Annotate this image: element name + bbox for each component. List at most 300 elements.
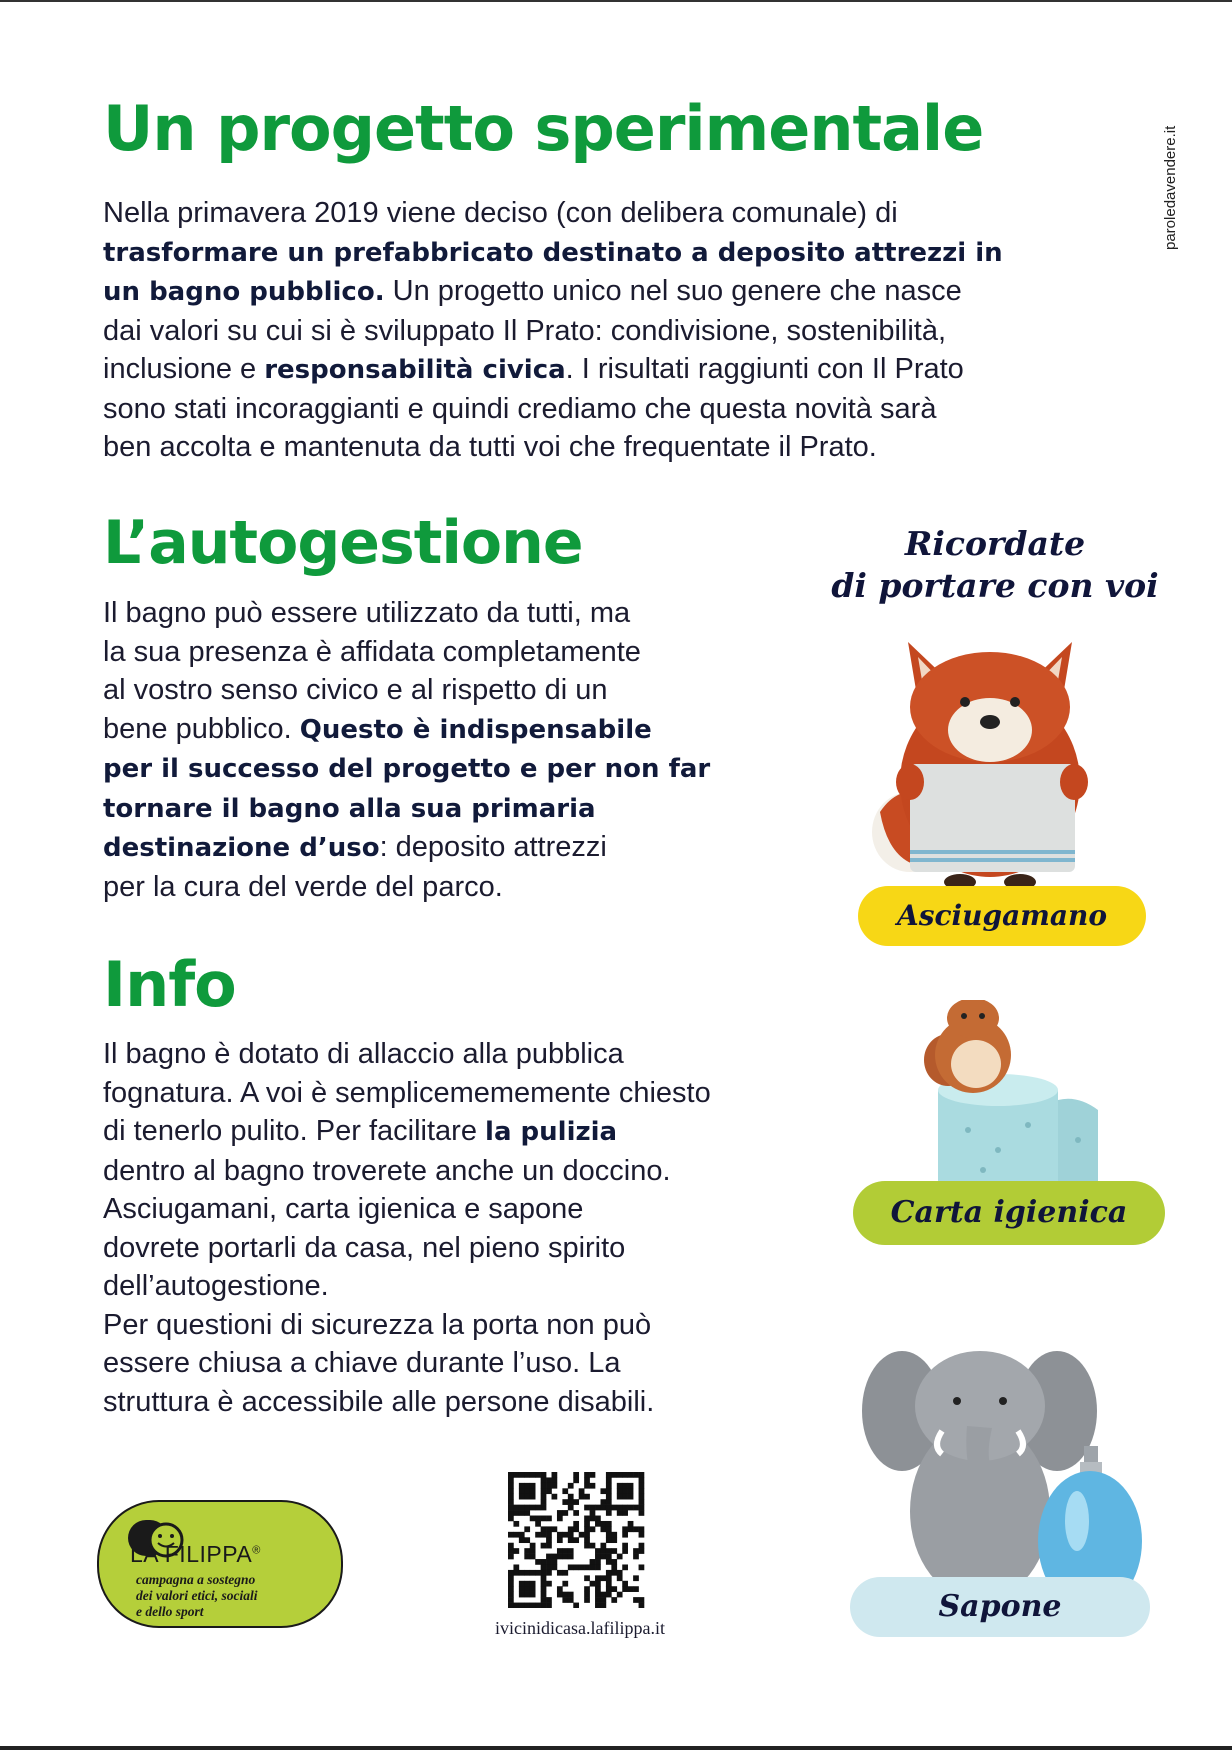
logo-name [130, 1541, 261, 1568]
qr-module [628, 1505, 634, 1511]
qr-module [535, 1472, 541, 1478]
qr-module [562, 1532, 568, 1538]
qr-module [508, 1543, 514, 1549]
qr-module [628, 1521, 634, 1527]
qr-module [508, 1592, 514, 1598]
qr-module [611, 1564, 617, 1570]
qr-module [557, 1554, 563, 1560]
qr-module [557, 1532, 563, 1538]
qr-module [606, 1499, 612, 1505]
qr-module [606, 1510, 612, 1516]
qr-module [584, 1592, 590, 1598]
qr-module [606, 1586, 612, 1592]
towel-stripe [910, 858, 1075, 862]
qr-module [530, 1488, 536, 1494]
qr-module [590, 1505, 596, 1511]
qr-module [535, 1570, 541, 1576]
qr-module [546, 1603, 552, 1608]
qr-module [552, 1477, 558, 1483]
qr-module [595, 1586, 601, 1592]
qr-module [606, 1537, 612, 1543]
intro-bold: responsabilità civica [264, 355, 566, 385]
qr-module [617, 1575, 623, 1581]
qr-module [530, 1543, 536, 1549]
qr-module [552, 1472, 558, 1478]
qr-module [590, 1564, 596, 1570]
qr-module [519, 1532, 525, 1538]
qr-module [508, 1505, 514, 1511]
qr-module [622, 1483, 628, 1489]
qr-module [530, 1494, 536, 1500]
qr-module [628, 1586, 634, 1592]
qr-module [562, 1592, 568, 1598]
autogestione-line: per la cura del verde del parco. [103, 870, 503, 903]
qr-module [562, 1597, 568, 1603]
qr-module [622, 1532, 628, 1538]
qr-module [595, 1603, 601, 1608]
qr-module [541, 1505, 547, 1511]
qr-module [600, 1548, 606, 1554]
intro-line: inclusione e [103, 353, 265, 385]
qr-module [530, 1586, 536, 1592]
qr-module [546, 1488, 552, 1494]
qr-module [513, 1564, 519, 1570]
qr-module [524, 1537, 530, 1543]
qr-module [617, 1592, 623, 1598]
qr-module [633, 1575, 639, 1581]
info-line: dovrete portarli da casa, nel pieno spirito [103, 1231, 626, 1264]
reminder-heading [820, 523, 1170, 607]
qr-module [519, 1537, 525, 1543]
qr-module [639, 1488, 645, 1494]
qr-module [584, 1537, 590, 1543]
qr-module [568, 1548, 574, 1554]
qr-module [513, 1570, 519, 1576]
autogestione-line: bene pubblico. [103, 712, 300, 745]
qr-module [557, 1548, 563, 1554]
qr-module [628, 1526, 634, 1532]
qr-module [535, 1521, 541, 1527]
qr-module [524, 1554, 530, 1560]
qr-module [639, 1548, 645, 1554]
logo-eye [170, 1534, 174, 1538]
qr-module [508, 1603, 514, 1608]
qr-module [573, 1499, 579, 1505]
side-url: paroledavendere.it [1162, 125, 1179, 250]
qr-module [524, 1472, 530, 1478]
qr-module [513, 1603, 519, 1608]
qr-module [584, 1483, 590, 1489]
reminder-line: Ricordate [904, 524, 1086, 563]
qr-module [541, 1499, 547, 1505]
qr-module [568, 1597, 574, 1603]
elephant-eye [999, 1397, 1007, 1405]
qr-module [562, 1499, 568, 1505]
qr-module [606, 1521, 612, 1527]
qr-module [508, 1483, 514, 1489]
qr-module [508, 1516, 514, 1522]
qr-module [530, 1516, 536, 1522]
intro-bold: un bagno pubblico. [103, 277, 385, 307]
qr-module [541, 1603, 547, 1608]
logo-tagline-line: campagna a sostegno [136, 1572, 256, 1587]
qr-module [639, 1472, 645, 1478]
qr-module [568, 1554, 574, 1560]
qr-module [639, 1532, 645, 1538]
qr-module [546, 1537, 552, 1543]
qr-module [562, 1510, 568, 1516]
qr-module [552, 1559, 558, 1565]
qr-module [546, 1581, 552, 1587]
qr-module [519, 1510, 525, 1516]
qr-module [639, 1494, 645, 1500]
autogestione-title: L’autogestione [103, 508, 583, 578]
qr-module [546, 1597, 552, 1603]
qr-module [513, 1510, 519, 1516]
qr-module [611, 1532, 617, 1538]
qr-module [590, 1483, 596, 1489]
logo-name-text: LA FILIPPA [130, 1541, 253, 1567]
qr-module [600, 1554, 606, 1560]
info-line: essere chiusa a chiave durante l’uso. La [103, 1347, 621, 1379]
qr-module [622, 1488, 628, 1494]
qr-module [562, 1488, 568, 1494]
intro-title: Un progetto sperimentale [103, 92, 984, 165]
qr-module [600, 1488, 606, 1494]
qr-module [508, 1548, 514, 1554]
qr-module [584, 1586, 590, 1592]
qr-module [508, 1581, 514, 1587]
qr-module [584, 1516, 590, 1522]
qr-module [639, 1505, 645, 1511]
qr-module [524, 1592, 530, 1598]
qr-module [579, 1532, 585, 1538]
qr-module [633, 1526, 639, 1532]
qr-module [546, 1559, 552, 1565]
info-line: fognatura. A voi è semplicemememente chiesto [103, 1076, 711, 1109]
qr-module [590, 1472, 596, 1478]
qr-module [568, 1537, 574, 1543]
item-towel-label: Asciugamano [858, 886, 1146, 946]
qr-module [590, 1516, 596, 1522]
qr-module [519, 1483, 525, 1489]
qr-module [541, 1586, 547, 1592]
qr-module [546, 1483, 552, 1489]
qr-module [622, 1472, 628, 1478]
qr-module [524, 1586, 530, 1592]
qr-module [611, 1505, 617, 1511]
qr-module [519, 1603, 525, 1608]
paper-dot [965, 1127, 971, 1133]
fox-eye [1010, 697, 1020, 707]
qr-module [606, 1477, 612, 1483]
qr-module [546, 1526, 552, 1532]
item-soap-label: Sapone [850, 1577, 1150, 1637]
hamster-eye [961, 1013, 967, 1019]
fox-nose [980, 715, 1000, 729]
intro-line: Un progetto unico nel suo genere che nasce [384, 275, 962, 307]
qr-module [530, 1581, 536, 1587]
qr-module [546, 1477, 552, 1483]
qr-module [600, 1592, 606, 1598]
qr-module [628, 1472, 634, 1478]
qr-module [552, 1494, 558, 1500]
paper-dot [995, 1147, 1001, 1153]
qr-module [552, 1554, 558, 1560]
qr-module [524, 1510, 530, 1516]
qr-module [606, 1559, 612, 1565]
qr-code[interactable] [506, 1472, 646, 1608]
qr-module [606, 1532, 612, 1538]
qr-module [541, 1494, 547, 1500]
qr-module [639, 1477, 645, 1483]
reminder-line: di portare con voi [831, 566, 1159, 605]
qr-module [579, 1564, 585, 1570]
towel [910, 764, 1075, 872]
qr-module [600, 1543, 606, 1549]
qr-module [568, 1494, 574, 1500]
qr-module [590, 1581, 596, 1587]
qr-module [508, 1472, 514, 1478]
qr-module [519, 1488, 525, 1494]
qr-module [617, 1505, 623, 1511]
qr-module [622, 1548, 628, 1554]
qr-module [524, 1483, 530, 1489]
qr-module [622, 1564, 628, 1570]
qr-module [546, 1516, 552, 1522]
qr-module [524, 1505, 530, 1511]
qr-module [530, 1472, 536, 1478]
info-line: Per questioni di sicurezza la porta non può [103, 1308, 652, 1341]
qr-module [524, 1603, 530, 1608]
soap-pump-head [1084, 1446, 1098, 1464]
qr-module [595, 1548, 601, 1554]
qr-module [639, 1526, 645, 1532]
qr-module [595, 1505, 601, 1511]
qr-module [546, 1564, 552, 1570]
qr-module [606, 1570, 612, 1576]
qr-module [530, 1483, 536, 1489]
qr-module [513, 1505, 519, 1511]
qr-module [590, 1510, 596, 1516]
qr-module [606, 1548, 612, 1554]
autogestione-bold: Questo è indispensabile [299, 714, 652, 745]
toilet-paper-sheet [1058, 1099, 1098, 1190]
qr-module [562, 1570, 568, 1576]
qr-module [611, 1548, 617, 1554]
qr-module [541, 1488, 547, 1494]
qr-module [590, 1559, 596, 1565]
qr-module [633, 1548, 639, 1554]
qr-module [595, 1559, 601, 1565]
info-line: dentro al bagno troverete anche un doccino. [103, 1154, 671, 1187]
qr-module [513, 1548, 519, 1554]
qr-module [508, 1488, 514, 1494]
qr-module [639, 1603, 645, 1608]
qr-module [541, 1532, 547, 1538]
qr-module [568, 1483, 574, 1489]
info-line: struttura è accessibile alle persone disabili. [103, 1385, 655, 1418]
qr-url[interactable]: ivicinidicasa.lafilippa.it [495, 1618, 665, 1638]
qr-module [595, 1521, 601, 1527]
hamster-belly [951, 1040, 1001, 1088]
logo-tagline [136, 1572, 326, 1620]
qr-module [584, 1597, 590, 1603]
qr-module [508, 1597, 514, 1603]
qr-module [524, 1488, 530, 1494]
qr-module [541, 1581, 547, 1587]
qr-module [639, 1483, 645, 1489]
qr-module [606, 1581, 612, 1587]
qr-module [606, 1592, 612, 1598]
qr-module [573, 1477, 579, 1483]
qr-module [584, 1564, 590, 1570]
qr-module [568, 1564, 574, 1570]
qr-module [584, 1532, 590, 1538]
qr-module [617, 1510, 623, 1516]
qr-module [541, 1592, 547, 1598]
qr-module [595, 1554, 601, 1560]
info-title: Info [103, 948, 236, 1021]
qr-module [541, 1543, 547, 1549]
qr-module [535, 1559, 541, 1565]
qr-module [535, 1505, 541, 1511]
qr-module [611, 1559, 617, 1565]
qr-module [562, 1548, 568, 1554]
qr-module [622, 1510, 628, 1516]
qr-module [513, 1521, 519, 1527]
qr-module [606, 1488, 612, 1494]
qr-module [584, 1505, 590, 1511]
qr-module [590, 1543, 596, 1549]
qr-module [535, 1603, 541, 1608]
info-line: di tenerlo pulito. Per facilitare [103, 1115, 486, 1147]
autogestione-bold: per il successo del progetto e per non far [103, 754, 711, 784]
paper-dot [1075, 1137, 1081, 1143]
qr-module [557, 1570, 563, 1576]
qr-module [519, 1592, 525, 1598]
qr-module [524, 1570, 530, 1576]
qr-module [530, 1570, 536, 1576]
qr-module [606, 1526, 612, 1532]
qr-module [541, 1559, 547, 1565]
qr-module [595, 1575, 601, 1581]
info-paragraph [103, 1035, 711, 1421]
qr-module [584, 1575, 590, 1581]
logo-tagline-line: dei valori etici, sociali [136, 1588, 258, 1603]
qr-module [562, 1581, 568, 1587]
logo-registered-mark: ® [252, 1544, 261, 1557]
paper-dot [980, 1167, 986, 1173]
qr-module [541, 1477, 547, 1483]
autogestione-paragraph [103, 594, 710, 906]
autogestione-line: : deposito attrezzi [379, 831, 607, 863]
qr-module [617, 1554, 623, 1560]
qr-module [530, 1554, 536, 1560]
qr-module [524, 1581, 530, 1587]
info-line: Asciugamani, carta igienica e sapone [103, 1193, 584, 1225]
qr-module [633, 1472, 639, 1478]
intro-line: . I risultati raggiunti con Il Prato [565, 353, 964, 385]
qr-module [600, 1526, 606, 1532]
qr-module [600, 1499, 606, 1505]
towel-stripe [910, 850, 1075, 854]
qr-module [639, 1543, 645, 1549]
intro-line: Nella primavera 2019 viene deciso (con delibera comunale) di [103, 197, 898, 229]
qr-module [552, 1483, 558, 1489]
hamster-toilet-paper-illustration [908, 1000, 1108, 1194]
top-border [0, 0, 1232, 2]
qr-module [595, 1592, 601, 1598]
qr-module [508, 1499, 514, 1505]
qr-module [639, 1564, 645, 1570]
qr-module [584, 1494, 590, 1500]
qr-module [508, 1575, 514, 1581]
qr-module [573, 1472, 579, 1478]
info-line: dell’autogestione. [103, 1270, 329, 1302]
qr-module [633, 1505, 639, 1511]
qr-module [508, 1570, 514, 1576]
qr-module [622, 1581, 628, 1587]
fox-eye [960, 697, 970, 707]
qr-module [617, 1494, 623, 1500]
qr-module [628, 1483, 634, 1489]
qr-module [600, 1603, 606, 1608]
paper-dot [1025, 1122, 1031, 1128]
intro-line: dai valori su cui si è sviluppato Il Prato: condivisione, sostenibilità, [103, 314, 947, 347]
qr-module [611, 1597, 617, 1603]
qr-module [541, 1597, 547, 1603]
qr-module [513, 1532, 519, 1538]
qr-module [546, 1532, 552, 1538]
qr-module [557, 1510, 563, 1516]
qr-module [557, 1586, 563, 1592]
qr-module [557, 1516, 563, 1522]
qr-module [606, 1494, 612, 1500]
logo-eye [158, 1534, 162, 1538]
qr-module [573, 1521, 579, 1527]
qr-module [611, 1570, 617, 1576]
qr-module [573, 1564, 579, 1570]
qr-module [617, 1488, 623, 1494]
qr-module [600, 1575, 606, 1581]
qr-module [633, 1586, 639, 1592]
qr-module [568, 1592, 574, 1598]
qr-module [541, 1516, 547, 1522]
qr-module [541, 1564, 547, 1570]
qr-module [535, 1532, 541, 1538]
intro-paragraph [103, 194, 1003, 467]
qr-module [573, 1526, 579, 1532]
hamster-eye [979, 1013, 985, 1019]
qr-module [552, 1564, 558, 1570]
elephant-eye [953, 1397, 961, 1405]
qr-module [541, 1526, 547, 1532]
qr-module [622, 1526, 628, 1532]
qr-module [519, 1472, 525, 1478]
qr-module [639, 1499, 645, 1505]
qr-module [519, 1581, 525, 1587]
qr-module [573, 1537, 579, 1543]
qr-module [611, 1537, 617, 1543]
autogestione-bold: destinazione d’uso [103, 833, 380, 863]
qr-module [584, 1543, 590, 1549]
qr-module [600, 1597, 606, 1603]
qr-module [606, 1575, 612, 1581]
qr-module [579, 1494, 585, 1500]
intro-line: sono stati incoraggianti e quindi crediamo che questa novità sarà [103, 392, 937, 425]
qr-module [628, 1488, 634, 1494]
